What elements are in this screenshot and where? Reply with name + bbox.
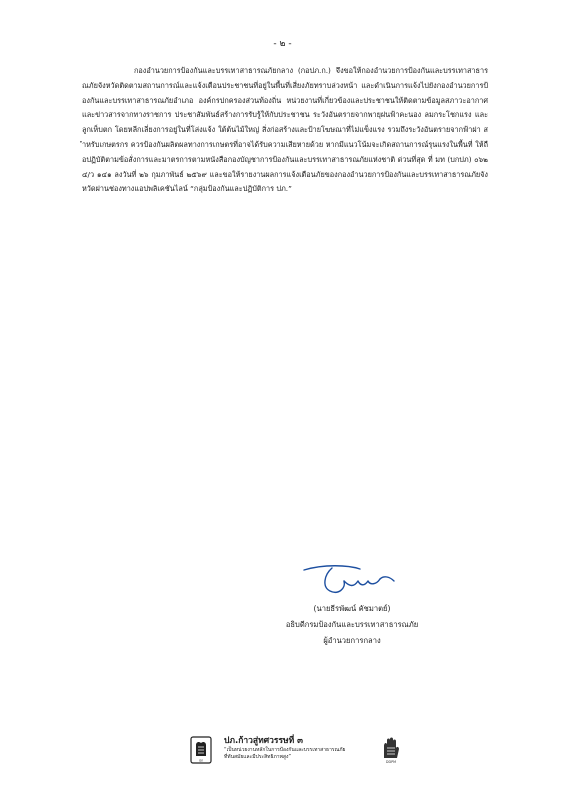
ddpm-hands-logo xyxy=(380,736,402,764)
signature-image xyxy=(300,563,400,597)
footer-slogan-line1: “เป็นหน่วยงานหลักในการป้องกันและบรรเทาสาธารณภัย xyxy=(224,747,346,753)
left-logo-label: ปภ xyxy=(198,758,204,763)
signatory-role: ผู้อำนวยการกลาง xyxy=(323,636,381,645)
body-paragraph: กองอำนวยการป้องกันและบรรเทาสาธารณภัยกลาง (กอปภ.ก.) จึงขอให้กองอำนวยการป้องกันและบรรเทาสาธารณภัยจังหวัดติดตามสถานการณ์และแจ้งเตือนประชาชนที่อยู่ในพื้นที่เสี่ยงภัยทราบล่วงหน้า และดำเนินการแจ้งไปยังกองอำนวยการป้องกันและบรรเทาสาธารณภัยอำเภอ องค์กรปกครองส่วนท้องถิ่น หน่วยงานที่เกี่ยวข้องและประชาชนให้ติดตามข้อมูลสภาวะอากาศ และข่าวสารจากทางราชการ ประชาสัมพันธ์สร้างการรับรู้ให้กับประชาชน ระวังอันตรายจากพายุฝนฟ้าคะนอง ลมกระโชกแรง และลูกเห็บตก โดยหลีกเลี่ยงการอยู่ในที่โล่งแจ้ง ใต้ต้นไม้ใหญ่ สิ่งก่อสร้างและป้ายโฆษณาที่ไม่แข็งแรง รวมถึงระวังอันตรายจากฟ้าผ่า สำหรับเกษตรกร ควรป้องกันผลิตผลทางการเกษตรที่อาจได้รับความเสียหายด้วย หากมีแนวโน้มจะเกิดสถานการณ์รุนแรงในพื้นที่ ให้ถือปฏิบัติตามข้อสั่งการและมาตรการตามหนังสือกองบัญชาการป้องกันและบรรเทาสาธารณภัยแห่งชาติ ด่วนที่สุด ที่ มท (บกปภ) ๐๖๒๔/ว ๑๔๑ ลงวันที่ ๒๖ กุมภาพันธ์ ๒๕๖๙ และขอให้รายงานผลการแจ้งเตือนภัยของกองอำนวยการป้องกันและบรรเทาสาธารณภัยจังหวัดผ่านช่องทางแอปพลิเคชันไลน์ “กลุ่มป้องกันและปฏิบัติการ ปภ.” xyxy=(82,66,488,194)
page-number: - ๒ - xyxy=(273,39,292,49)
ddpm-emblem-logo xyxy=(190,736,212,764)
footer-text xyxy=(224,736,374,761)
signature-block xyxy=(262,601,442,649)
footer-slogan-line2: ที่ทันสมัยและมีประสิทธิภาพสูง” xyxy=(224,754,291,760)
signatory-name: (นายธีรพัฒน์ คัชมาตย์) xyxy=(313,604,391,613)
signatory-position: อธิบดีกรมป้องกันและบรรเทาสาธารณภัย xyxy=(285,620,419,629)
right-logo-label: DDPM xyxy=(385,760,397,764)
footer-title: ปภ.ก้าวสู่ทศวรรษที่ ๓ xyxy=(224,736,303,746)
footer xyxy=(190,736,410,766)
